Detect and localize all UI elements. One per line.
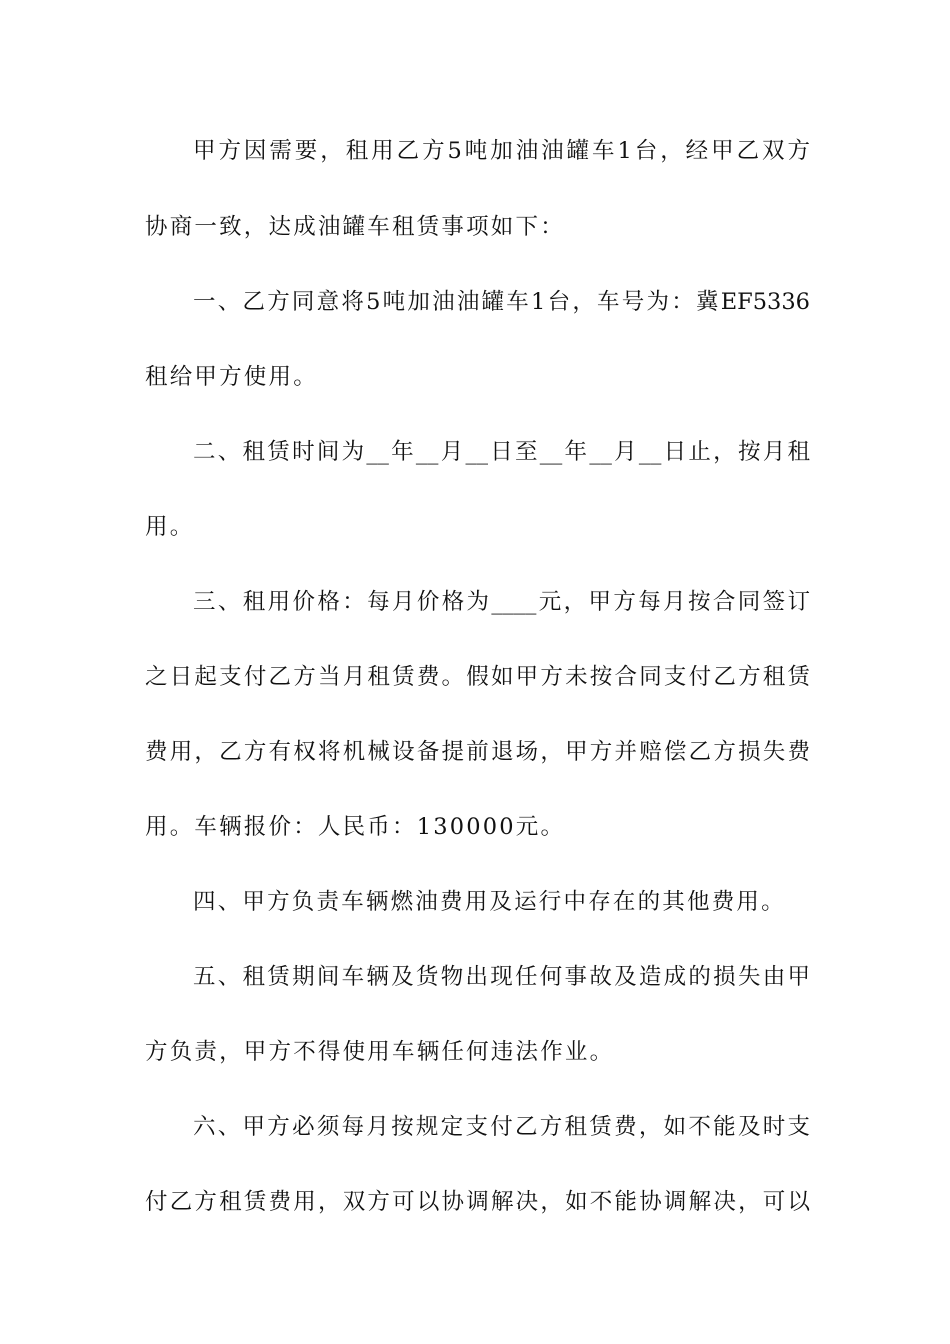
paragraph-intro-line-1: 甲方因需要，租用乙方5吨加油油罐车1台，经甲乙双方 xyxy=(193,138,810,164)
clause-1-line-2: 租给甲方使用。 xyxy=(145,364,318,390)
clause-6-line-1: 六、甲方必须每月按规定支付乙方租赁费，如不能及时支 xyxy=(193,1114,810,1140)
clause-3-line-3: 费用，乙方有权将机械设备提前退场，甲方并赔偿乙方损失费 xyxy=(145,739,810,765)
clause-1-line-1: 一、乙方同意将5吨加油油罐车1台，车号为：冀EF5336 xyxy=(193,289,810,315)
clause-4-line-1: 四、甲方负责车辆燃油费用及运行中存在的其他费用。 xyxy=(193,889,786,915)
paragraph-intro-line-2: 协商一致，达成油罐车租赁事项如下： xyxy=(145,214,565,240)
clause-3-line-4: 用。车辆报价：人民币：130000元。 xyxy=(145,814,566,840)
clause-2-line-2: 用。 xyxy=(145,514,195,540)
clause-2-line-1: 二、租赁时间为__年__月__日至__年__月__日止，按月租 xyxy=(193,439,810,465)
clause-5-line-1: 五、租赁期间车辆及货物出现任何事故及造成的损失由甲 xyxy=(193,964,810,990)
clause-5-line-2: 方负责，甲方不得使用车辆任何违法作业。 xyxy=(145,1039,615,1065)
clause-6-line-2: 付乙方租赁费用，双方可以协调解决，如不能协调解决，可以 xyxy=(145,1189,810,1215)
clause-3-line-2: 之日起支付乙方当月租赁费。假如甲方未按合同支付乙方租赁 xyxy=(145,664,810,690)
clause-3-line-1: 三、租用价格：每月价格为____元，甲方每月按合同签订 xyxy=(193,589,810,615)
